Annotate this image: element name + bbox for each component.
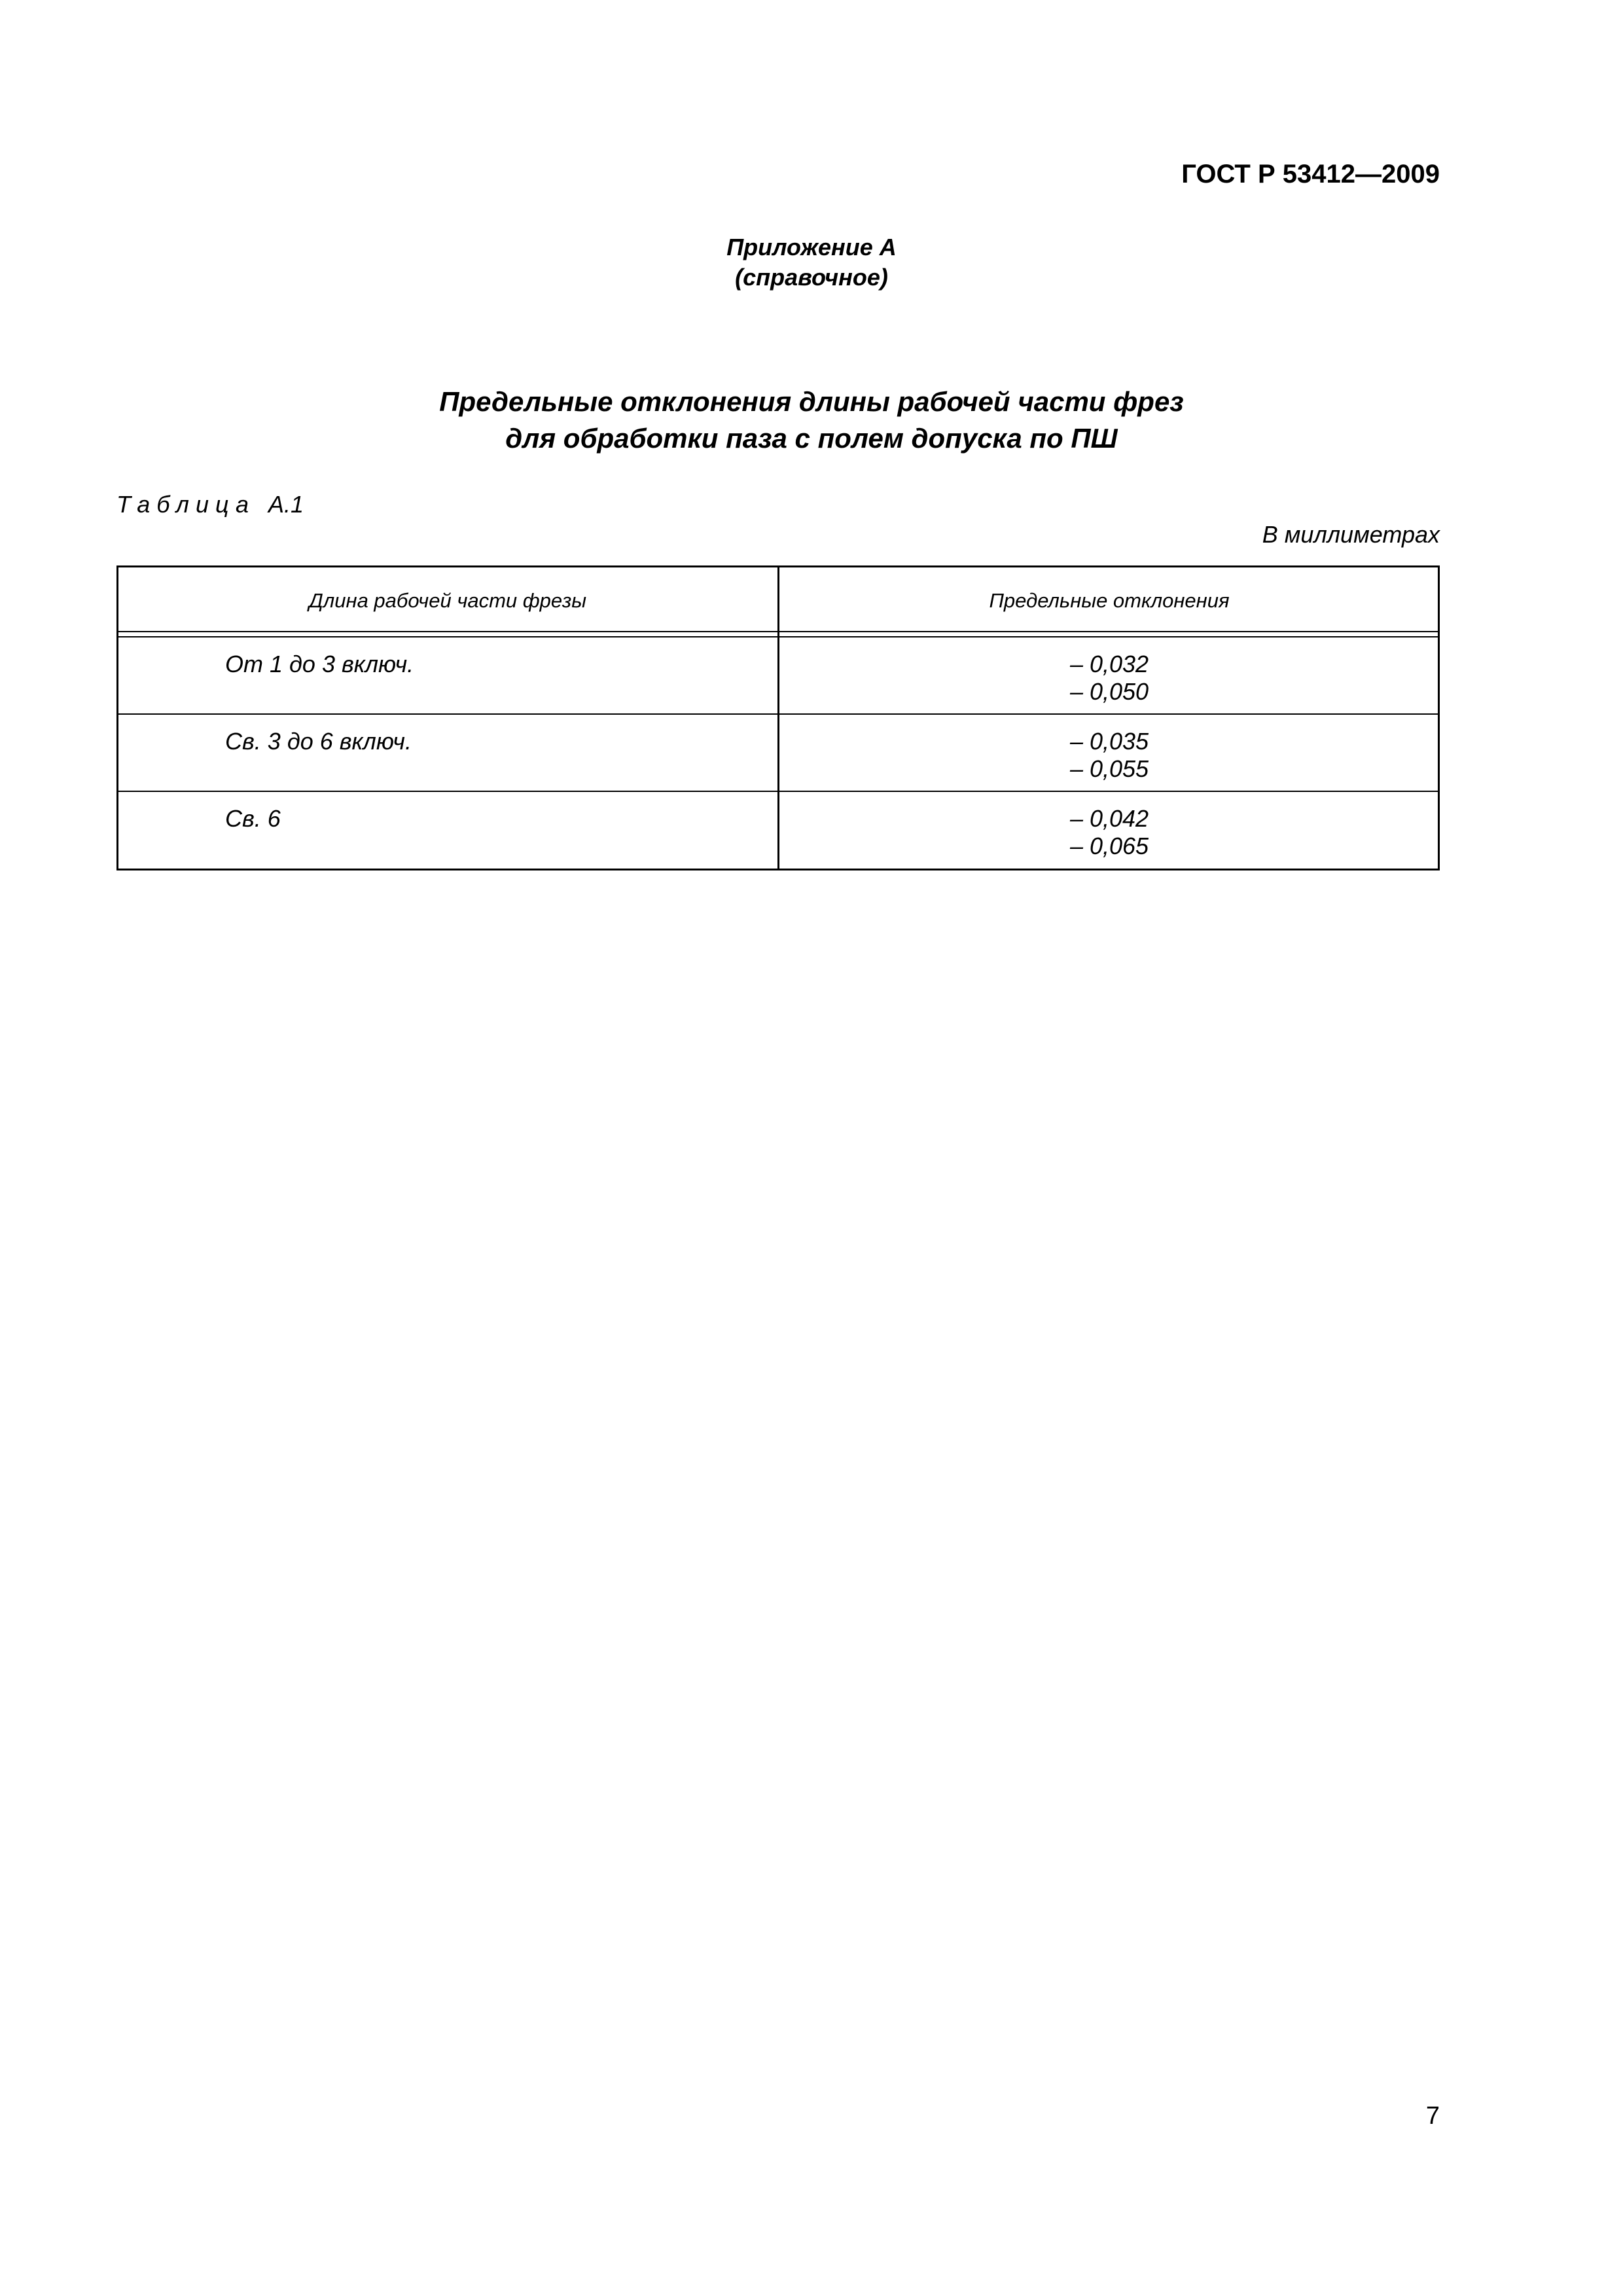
appendix-heading-line-1: Предельные отклонения длины рабочей части фрез (439, 386, 1184, 417)
row-2-lower-deviation: – 0,055 (1069, 755, 1149, 782)
row-1-deviation (779, 651, 1440, 706)
appendix-heading-line-2: для обработки паза с полем допуска по ПШ (505, 423, 1118, 454)
table-caption (116, 491, 304, 518)
row-1-length: От 1 до 3 включ. (225, 651, 414, 677)
table-caption-number: А.1 (268, 491, 304, 518)
document-code: ГОСТ Р 53412—2009 (1181, 160, 1440, 188)
appendix-status: (справочное) (735, 264, 888, 291)
appendix-title: Приложение А (726, 234, 897, 260)
row-3-upper-deviation: – 0,042 (1069, 805, 1149, 832)
page-number: 7 (1425, 2102, 1440, 2130)
column-header-deviation: Предельные отклонения (989, 589, 1230, 612)
table-units: В миллиметрах (1262, 521, 1440, 548)
table-header-rule-2 (116, 636, 1440, 637)
column-header-length: Длина рабочей части фрезы (308, 589, 587, 612)
row-1-lower-deviation: – 0,050 (1069, 678, 1149, 705)
row-2-upper-deviation: – 0,035 (1069, 728, 1149, 755)
row-3-length: Св. 6 (225, 805, 281, 832)
row-3-deviation (779, 805, 1440, 860)
row-1-upper-deviation: – 0,032 (1069, 651, 1149, 677)
table-header-rule-1 (116, 631, 1440, 632)
row-2-deviation (779, 728, 1440, 783)
table-caption-word: Таблица (116, 491, 256, 518)
table-row-divider-1 (116, 713, 1440, 715)
table-row-divider-2 (116, 791, 1440, 792)
row-2-length: Св. 3 до 6 включ. (225, 728, 412, 755)
deviation-table (116, 565, 1440, 870)
row-3-lower-deviation: – 0,065 (1069, 833, 1149, 859)
